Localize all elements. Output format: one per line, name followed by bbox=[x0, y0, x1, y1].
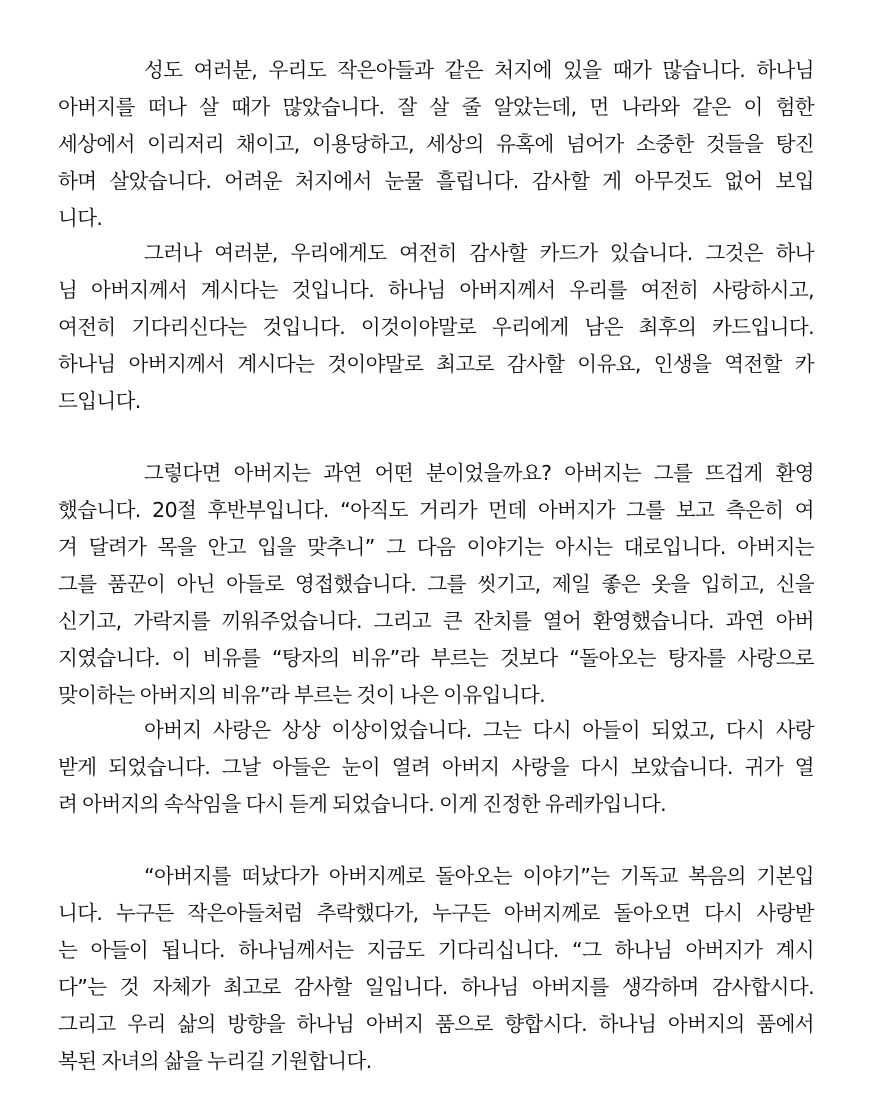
text-line: 했습니다. 20절 후반부입니다. “아직도 거리가 먼데 아버지가 그를 보고 측은히 여 bbox=[58, 498, 814, 522]
text-line: 하며 살았습니다. 어려운 처지에서 눈물 흘립니다. 감사할 게 아무것도 없어 보입 bbox=[58, 169, 814, 193]
text-line: 지였습니다. 이 비유를 “탕자의 비유”라 부르는 것보다 “돌아오는 탕자를 사랑으로 bbox=[58, 646, 814, 670]
text-line: 복된 자녀의 삶을 누리길 기원합니다. bbox=[58, 1049, 372, 1073]
text-line: 그러나 여러분, 우리에게도 여전히 감사할 카드가 있습니다. 그것은 하나 bbox=[144, 241, 814, 265]
text-line: 세상에서 이리저리 채이고, 이용당하고, 세상의 유혹에 넘어가 소중한 것들을 탕진 bbox=[58, 132, 814, 156]
text-line: 하나님 아버지께서 계시다는 것이야말로 최고로 감사할 이유요, 인생을 역전할 카 bbox=[58, 352, 814, 376]
text-line: 니다. bbox=[58, 206, 103, 230]
text-line: 맞이하는 아버지의 비유”라 부르는 것이 나은 이유입니다. bbox=[58, 683, 546, 707]
text-line: 님 아버지께서 계시다는 것입니다. 하나님 아버지께서 우리를 여전히 사랑하시고, bbox=[58, 278, 814, 302]
text-line: 받게 되었습니다. 그날 아들은 눈이 열려 아버지 사랑을 다시 보았습니다. 귀가 열 bbox=[58, 755, 814, 779]
text-line: 그리고 우리 삶의 방향을 하나님 아버지 품으로 향합시다. 하나님 아버지의 품에서 bbox=[58, 1012, 814, 1036]
text-line: 려 아버지의 속삭임을 다시 듣게 되었습니다. 이게 진정한 유레카입니다. bbox=[58, 792, 667, 816]
text-line: 아버지 사랑은 상상 이상이었습니다. 그는 다시 아들이 되었고, 다시 사랑 bbox=[144, 718, 814, 742]
text-line: 니다. 누구든 작은아들처럼 추락했다가, 누구든 아버지께로 돌아오면 다시 사랑받 bbox=[58, 901, 814, 925]
text-line: 그렇다면 아버지는 과연 어떤 분이었을까요? 아버지는 그를 뜨겁게 환영 bbox=[144, 461, 814, 485]
text-line: 신기고, 가락지를 끼워주었습니다. 그리고 큰 잔치를 열어 환영했습니다. 과연 아버 bbox=[58, 609, 814, 633]
text-line: “아버지를 떠났다가 아버지께로 돌아오는 이야기”는 기독교 복음의 기본입 bbox=[144, 864, 814, 888]
text-line: 겨 달려가 목을 안고 입을 맞추니” 그 다음 이야기는 아시는 대로입니다. 아버지는 bbox=[58, 535, 814, 559]
text-line: 여전히 기다리신다는 것입니다. 이것이야말로 우리에게 남은 최후의 카드입니다. bbox=[58, 315, 814, 339]
text-line: 성도 여러분, 우리도 작은아들과 같은 처지에 있을 때가 많습니다. 하나님 bbox=[144, 58, 814, 82]
text-line: 그를 품꾼이 아닌 아들로 영접했습니다. 그를 씻기고, 제일 좋은 옷을 입히고, 신을 bbox=[58, 572, 814, 596]
text-line: 는 아들이 됩니다. 하나님께서는 지금도 기다리십니다. “그 하나님 아버지가 계시 bbox=[58, 938, 814, 962]
text-line: 다”는 것 자체가 최고로 감사할 일입니다. 하나님 아버지를 생각하며 감사합시다. bbox=[58, 975, 814, 999]
text-line: 아버지를 떠나 살 때가 많았습니다. 잘 살 줄 알았는데, 먼 나라와 같은 이 험한 bbox=[58, 95, 814, 119]
text-line: 드입니다. bbox=[58, 389, 141, 413]
